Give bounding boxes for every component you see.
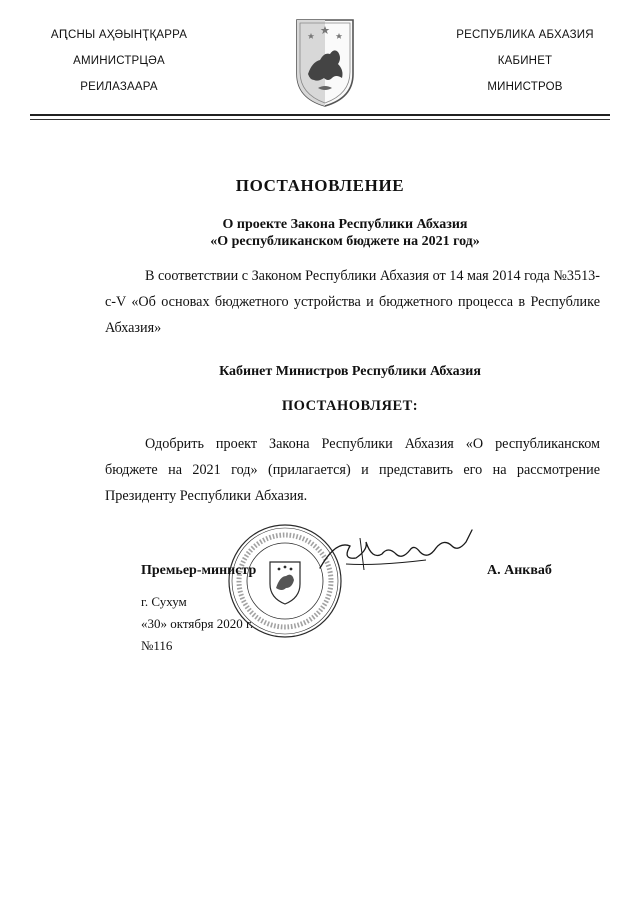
preamble-paragraph — [105, 263, 600, 341]
letterhead-divider-thin — [30, 119, 610, 120]
signatory-name: А. Анкваб — [487, 563, 552, 578]
document-title: ПОСТАНОВЛЕНИЕ — [235, 176, 405, 195]
document-number: №116 — [141, 638, 173, 653]
decree-word: ПОСТАНОВЛЯЕТ: — [281, 398, 419, 414]
preamble-text: В соответствии с Законом Республики Абхазия от 14 мая 2014 года №3513-с-V «Об основах бюджетного устройства и бюджетного процесса в Республике Абхазия» — [105, 268, 600, 336]
decision-paragraph — [105, 431, 600, 509]
letterhead-right-line: РЕСПУБЛИКА АБХАЗИЯ — [456, 29, 594, 41]
document-date: «30» октября 2020 г. — [141, 616, 254, 631]
letterhead-right-line: МИНИСТРОВ — [487, 81, 563, 93]
abkhazia-coat-of-arms-icon — [294, 18, 356, 108]
letterhead-left-line: РЕИЛАЗААРА — [80, 81, 158, 93]
letterhead-left — [34, 28, 204, 106]
letterhead-divider-thick — [30, 114, 610, 116]
subtitle-line: О проекте Закона Республики Абхазия — [222, 217, 468, 232]
document-subtitle — [0, 216, 640, 250]
letterhead-right-line: КАБИНЕТ — [497, 55, 553, 67]
document-place: г. Сухум — [141, 594, 187, 609]
decision-text: Одобрить проект Закона Республики Абхазия «О республиканском бюджете на 2021 год» (прилагается) и представить его на рассмотрение Президенту Республики Абхазия. — [105, 436, 600, 504]
letterhead-right — [430, 28, 620, 106]
handwritten-signature-icon — [316, 520, 476, 584]
subtitle-line: «О республиканском бюджете на 2021 год» — [210, 234, 480, 249]
signatory-role: Премьер-министр — [141, 563, 257, 578]
issuer-line: Кабинет Министров Республики Абхазия — [219, 364, 481, 379]
letterhead-left-line: АԤСНЫ АҲӘЫНҬҚАРРА — [50, 29, 188, 41]
letterhead-left-line: АМИНИСТРЦӘА — [73, 55, 165, 67]
